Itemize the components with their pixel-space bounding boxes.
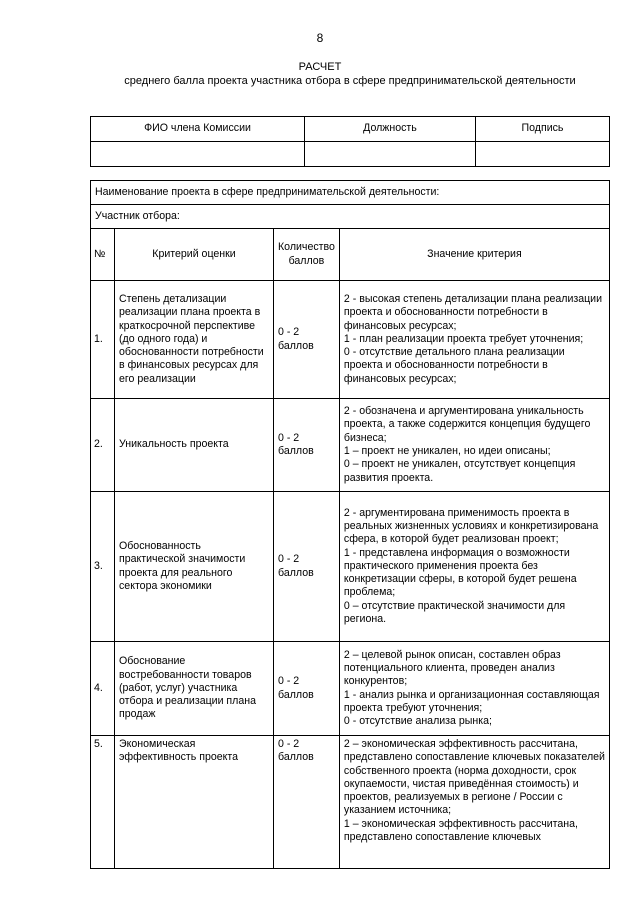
- criteria-table: [90, 180, 610, 869]
- value-line: 2 - высокая степень детализации плана реализации проекта и обоснованности потребности в финансовых ресурсах;: [343, 292, 603, 332]
- value-line: 1 - анализ рынка и организационная составляющая проекта требуют уточнения;: [343, 688, 600, 714]
- value-line: 0 – отсутствие практической значимости для региона.: [343, 599, 566, 626]
- criterion-text: Экономическая эффективность проекта: [115, 736, 274, 869]
- table-row: [91, 492, 610, 642]
- criterion-text: Степень детализации реализации плана проекта в краткосрочной перспективе (до одного года) и обоснованности потребности в финансовых ресурсах для его реализации: [115, 281, 274, 399]
- signature-table-header-row: [91, 117, 610, 142]
- header-criterion: Критерий оценки: [115, 229, 274, 281]
- value-line: 1 - план реализации проекта требует уточнения;: [343, 332, 584, 345]
- points-text: 0 - 2 баллов: [274, 492, 340, 642]
- criterion-values: [339, 281, 609, 399]
- project-name-label: Наименование проекта в сфере предпринимательской деятельности:: [91, 181, 610, 205]
- header-signature: Подпись: [476, 117, 610, 142]
- header-commission-member: ФИО члена Комиссии: [91, 117, 305, 142]
- row-number: 3.: [91, 492, 115, 642]
- signature-cell[interactable]: [476, 142, 610, 167]
- criterion-values: [339, 736, 609, 869]
- value-line: 2 - обозначена и аргументирована уникальность проекта, а также содержится концепция будущего бизнеса;: [343, 405, 591, 444]
- value-line: 1 - представлена информация о возможности практического применения проекта без конкретизации сферы, в которой будет решена проблема;: [343, 546, 577, 599]
- table-row: [91, 399, 610, 492]
- value-line: 0 – проект не уникален, отсутствует концепция развития проекта.: [343, 458, 576, 484]
- table-row: [91, 642, 610, 736]
- value-line: 1 – экономическая эффективность рассчитана, представлено сопоставление ключевых: [343, 817, 578, 844]
- row-number: 5.: [91, 736, 115, 869]
- row-number: 1.: [91, 281, 115, 399]
- points-text: 0 - 2 баллов: [274, 399, 340, 492]
- document-subtitle: среднего балла проекта участника отбора в сфере предпринимательской деятельности: [124, 75, 576, 87]
- criterion-values: [339, 492, 609, 642]
- header-position: Должность: [305, 117, 476, 142]
- signature-table: [90, 116, 610, 167]
- criterion-text: Уникальность проекта: [115, 399, 274, 492]
- header-points: Количество баллов: [274, 229, 340, 281]
- points-text: 0 - 2 баллов: [274, 736, 340, 869]
- criterion-text: Обоснованность практической значимости проекта для реального сектора экономики: [115, 492, 274, 642]
- criterion-values: [339, 399, 609, 492]
- participant-label: Участник отбора:: [91, 205, 610, 229]
- table-row: [91, 281, 610, 399]
- row-number: 2.: [91, 399, 115, 492]
- criterion-text: Обоснование востребованности товаров (работ, услуг) участника отбора и реализации плана продаж: [115, 642, 274, 736]
- position-cell[interactable]: [305, 142, 476, 167]
- project-name-row: [91, 181, 610, 205]
- value-line: 1 – проект не уникален, но идеи описаны;: [343, 445, 551, 457]
- document-title: РАСЧЕТ: [298, 61, 342, 73]
- header-num: №: [91, 229, 115, 281]
- header-value: Значение критерия: [339, 229, 609, 281]
- criteria-table-header-row: [91, 229, 610, 281]
- signature-table-blank-row: [91, 142, 610, 167]
- points-text: 0 - 2 баллов: [274, 642, 340, 736]
- value-line: 0 - отсутствие детального плана реализации проекта и обоснованности потребности в финансовых ресурсах;: [343, 346, 565, 385]
- row-number: 4.: [91, 642, 115, 736]
- value-line: 2 – целевой рынок описан, составлен образ потенциального клиента, проведен анализ конкурентов;: [343, 648, 561, 688]
- table-row: [91, 736, 610, 869]
- value-line: 2 - аргументирована применимость проекта в реальных жизненных условиях и конкретизирована сфера, в которой будет реализован проект;: [343, 506, 599, 546]
- criterion-values: [339, 642, 609, 736]
- participant-row: [91, 205, 610, 229]
- commission-member-cell[interactable]: [91, 142, 305, 167]
- value-line: 2 – экономическая эффективность рассчитана, представлено сопоставление ключевых показателей собственного проекта (норма доходности, срок окупаемости, чистая приведённая стоимость) и проектов, реализуемых в регионе / России с указанием источника;: [343, 738, 605, 817]
- page-number: 8: [316, 31, 324, 45]
- points-text: 0 - 2 баллов: [274, 281, 340, 399]
- value-line: 0 - отсутствие анализа рынка;: [343, 715, 492, 728]
